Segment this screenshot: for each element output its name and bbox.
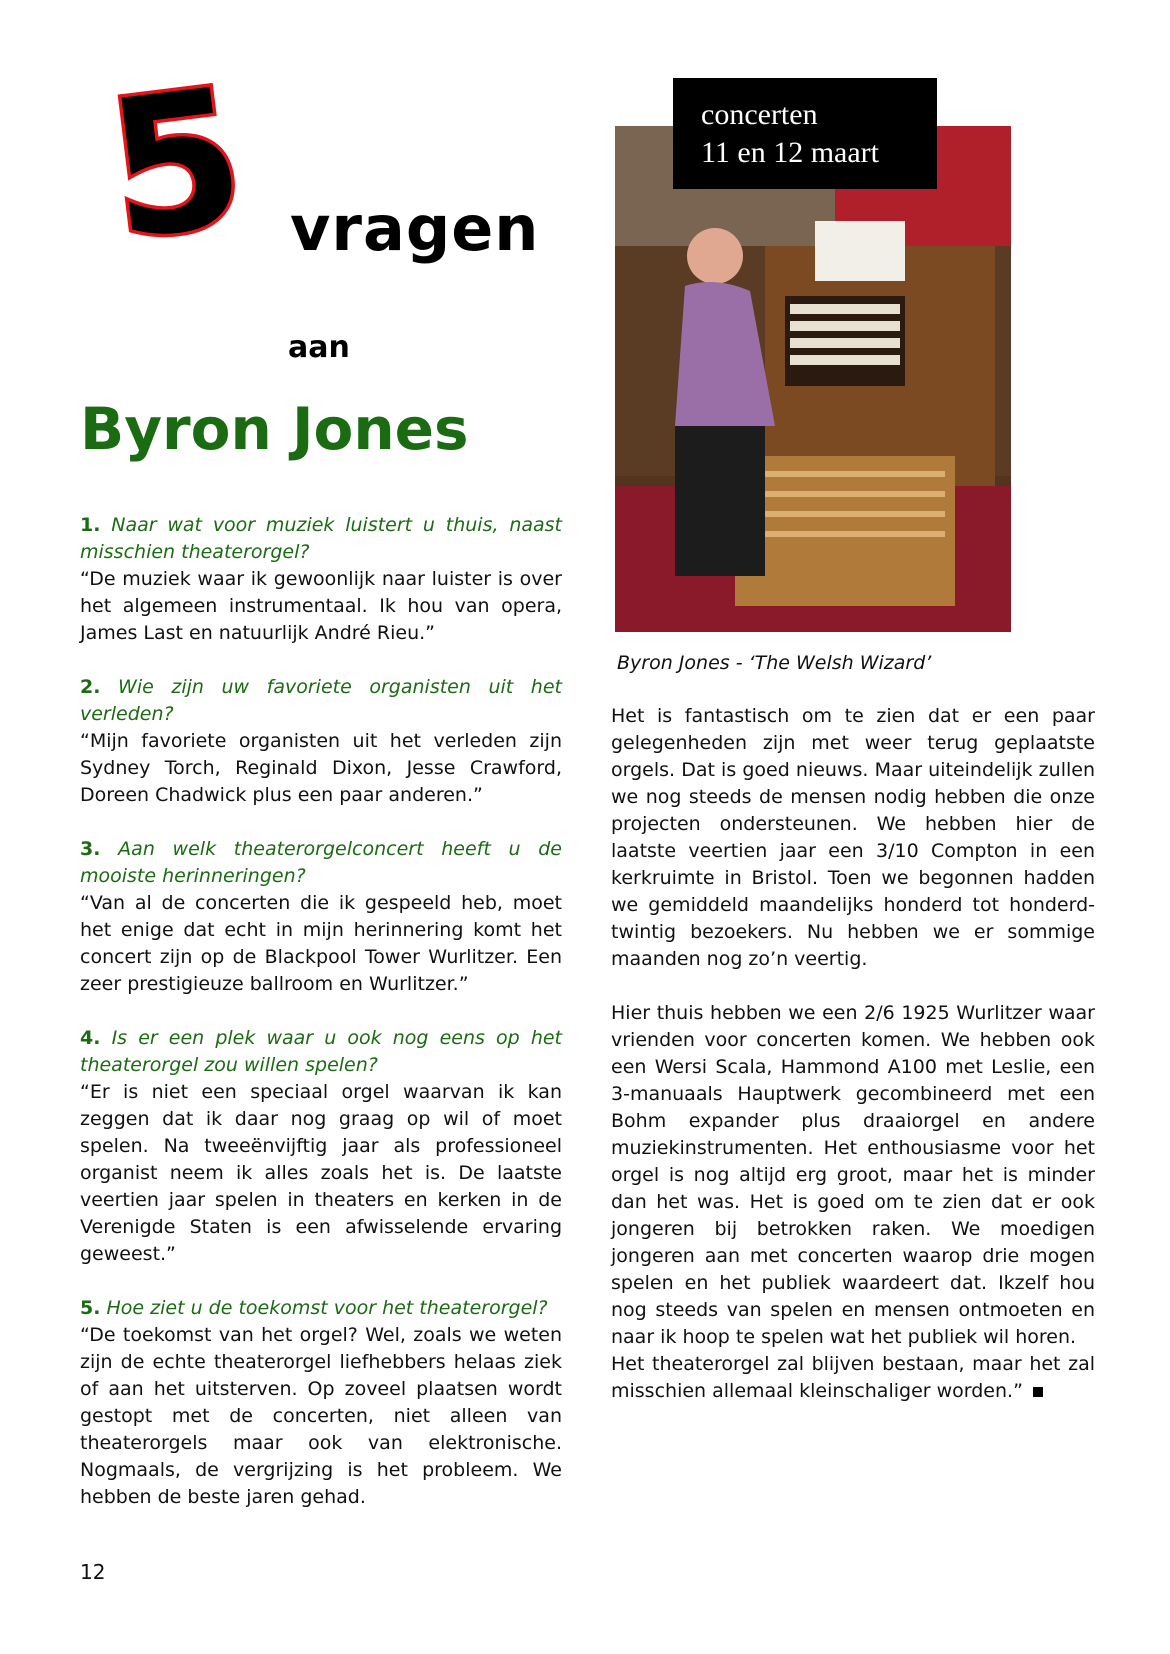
answer-text: “Van al de concerten die ik gespeeld heb, moet het enige dat echt in mijn herinnering komt het concert zijn op de Blackpool Tower Wurlitzer. Een zeer prestigieuze ballroom en Wurlitzer.” [80,892,562,995]
question-block [80,512,562,647]
paragraph-closing [611,1351,1095,1405]
question-number: 4. [80,1027,101,1049]
photo-caption: Byron Jones - ‘The Welsh Wizard’ [617,652,932,674]
organ-photo-illustration [615,126,1011,632]
title-aan: aan [288,330,350,365]
question-block [80,674,562,809]
end-mark-icon [1033,1387,1043,1397]
paragraph: Hier thuis hebben we een 2/6 1925 Wurlitzer waar vrienden voor concerten komen. We hebben ook een Wersi Scala, Hammond A100 met Leslie, een 3-manuaals Hauptwerk gecombineerd met een Bohm expander plus draaiorgel en andere muziekinstrumenten. Het enthousiasme voor het orgel is nog altijd erg groot, maar het is minder dan het was. Het is goed om te zien dat er ook jongeren bij betrokken raken. We moedigen jongeren aan met concerten waarop drie mogen spelen en het publiek waardeert dat. Ikzelf hou nog steeds van spelen en mensen ontmoeten en naar ik hoop te spelen wat het publiek wil horen. [611,1002,1095,1348]
question-block [80,1295,562,1511]
page-number: 12 [80,1560,106,1584]
answer-text: “Er is niet een speciaal orgel waarvan ik kan zeggen dat ik daar nog graag op wil of moet spelen. Na tweeënvijftig jaar als professioneel organist neem ik alles zoals het is. De laatste veertien jaar spelen in theaters en kerken in de Verenigde Staten is een afwisselende ervaring geweest.” [80,1081,562,1265]
banner-line-1: concerten [701,98,818,131]
closing-text: Het theaterorgel zal blijven bestaan, maar het zal misschien allemaal kleinschaliger worden.” [611,1353,1095,1402]
question-text: Aan welk theaterorgelconcert heeft u de mooiste herinneringen? [80,838,562,887]
question-number: 5. [80,1297,101,1319]
question-text: Wie zijn uw favoriete organisten uit het verleden? [80,676,562,725]
question-text: Naar wat voor muziek luistert u thuis, naast misschien theaterorgel? [80,514,562,563]
answer-text: “De muziek waar ik gewoonlijk naar luister is over het algemeen instrumentaal. Ik hou van opera, James Last en natuurlijk André Rieu.” [80,568,562,644]
question-number: 3. [80,838,101,860]
answer-text: “De toekomst van het orgel? Wel, zoals we weten zijn de echte theaterorgel liefhebbers helaas ziek of aan het uitsterven. Op zoveel plaatsen wordt gestopt met de concerten, niet alleen van theaterorgels maar ook van elektronische. Nogmaals, de vergrijzing is het probleem. We hebben de beste jaren gehad. [80,1324,562,1508]
question-number: 2. [80,676,101,698]
paragraph: Het is fantastisch om te zien dat er een paar gelegenheden zijn met weer terug geplaatste orgels. Dat is goed nieuws. Maar uiteindelijk zullen we nog steeds de mensen nodig hebben die onze projecten ondersteunen. We hebben hier de laatste veertien jaar een 3/10 Compton in een kerkruimte in Bristol. Toen we begonnen hadden we gemiddeld maandelijks honderd tot honderd-twintig bezoekers. Nu hebben we er sommige maanden nog zo’n veertig. [611,705,1095,970]
question-text: Is er een plek waar u ook nog eens op het theaterorgel zou willen spelen? [80,1027,562,1076]
banner-line-2: 11 en 12 maart [701,136,879,169]
left-column [80,512,562,1538]
title-vragen: vragen [290,192,540,265]
organist-photo [615,126,1011,632]
right-column [611,703,1095,1432]
big-number-five: 5 [96,46,256,283]
question-text: Hoe ziet u de toekomst voor het theaterorgel? [106,1297,548,1319]
answer-text: “Mijn favoriete organisten uit het verleden zijn Sydney Torch, Reginald Dixon, Jesse Crawford, Doreen Chadwick plus een paar anderen.” [80,730,562,806]
question-block [80,1025,562,1268]
interviewee-name: Byron Jones [80,395,469,463]
question-block [80,836,562,998]
question-number: 1. [80,514,101,536]
concert-dates-banner [673,78,937,189]
